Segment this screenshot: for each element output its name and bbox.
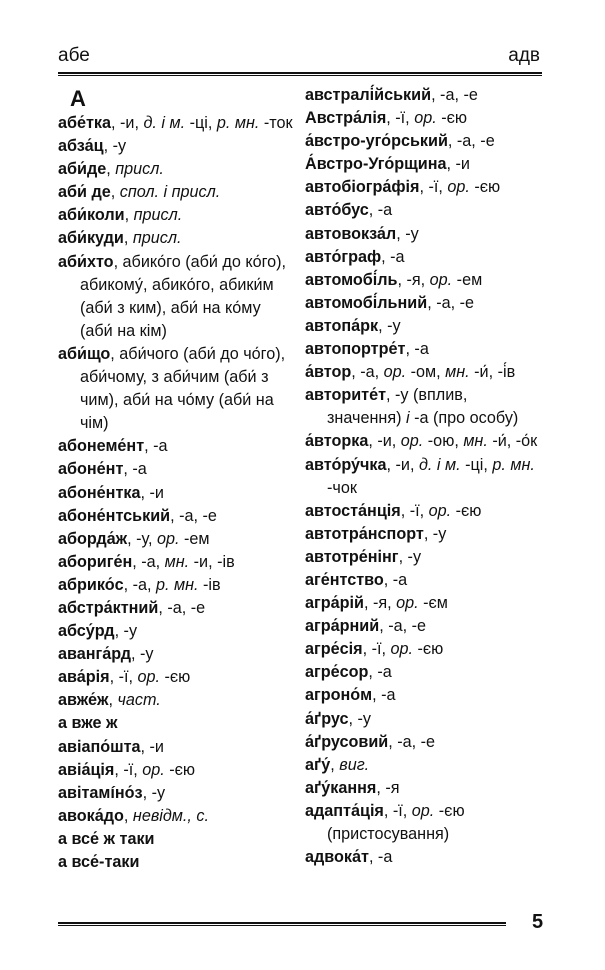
right-column [305,84,545,869]
headword: а́ґрус [305,709,349,728]
entry-text: -єю [469,178,501,197]
grammar-note: р. мн. [156,575,199,594]
dictionary-entry [305,292,545,315]
dictionary-entry [58,736,294,759]
entry-text: , аби́чого (аби́ до чо́го), аби́чому, з аби́чим (аби́ з чим), аби́ на чо́му (аби́ на чім) [80,344,286,433]
dictionary-entry [58,620,294,643]
dictionary-entry [58,643,294,666]
dictionary-entry [58,181,294,204]
headword: А́встро-Уго́рщина [305,155,447,174]
entry-text: , [330,755,340,774]
entry-text: , -а, -е [447,132,495,151]
dictionary-entry [305,269,545,292]
entry-text: -ом, [406,363,446,382]
dictionary-entry [305,384,545,430]
entry-text: , -а [123,460,147,479]
entry-text: , -ї, [400,501,429,520]
headword: аґу́кання [305,778,377,797]
entry-text: -єю [159,668,191,687]
dictionary-entry [305,454,545,500]
entry-text: -єм [418,594,448,613]
entry-text: , [110,183,120,202]
headword: аби́хто [58,252,114,271]
headword: аби́де [58,160,107,179]
entry-text: , -а, [132,552,165,571]
headword: автомобі́льний [305,293,428,312]
entry-text: , -у [348,709,371,728]
headword: абоне́нтський [58,506,171,525]
headword: авто́ру́чка [305,455,387,474]
grammar-note: невідм., с. [132,806,209,825]
dictionary-entry [58,805,294,828]
dictionary-entry [305,708,545,731]
dictionary-entry [58,782,294,805]
entry-text: , -у [396,224,419,243]
dictionary-entry [305,777,545,800]
headword: аби́куди [58,229,124,248]
headword: аби́ де [58,183,111,202]
grammar-note: присл. [133,206,183,225]
entry-text: , [108,691,118,710]
dictionary-entry [305,223,545,246]
page-number: 5 [532,911,544,933]
entry-text: , -у [142,783,166,802]
entry-text: -ці, [460,455,493,474]
headword: авіа́ція [58,760,115,779]
dictionary-entry [305,546,545,569]
headword: автомобі́ль [305,270,398,289]
entry-text: , -у (вплив, значення) [327,386,468,428]
headword: авто́бус [305,201,369,220]
grammar-note: присл. [115,160,164,179]
headword: абонеме́нт [58,437,145,456]
headword: Австра́лія [305,109,387,128]
entry-text: , -я [376,778,400,797]
grammar-note: ор. [396,594,419,613]
headword: абрико́с [58,575,124,594]
headword: абза́ц [58,137,104,156]
footer-rule [58,922,506,924]
headword: автоста́нція [305,501,401,520]
headword: абстра́ктний [58,598,159,617]
dictionary-entry [305,569,545,592]
headword: агроно́м [305,686,373,705]
header-rule-thin [58,75,542,76]
headword: агра́рій [305,594,364,613]
entry-text: , -у [131,645,154,664]
headword: а все́-таки [58,853,140,871]
header-rule [58,72,542,74]
dictionary-entry [58,851,294,874]
headword: а вже ж [58,714,118,733]
grammar-note: ор. [383,363,407,382]
entry-text: , -и [446,155,470,174]
headword: ава́рія [58,668,110,687]
headword: аванга́рд [58,645,132,664]
entry-text: -єю [436,109,467,128]
headword: автотре́нінг [305,547,399,566]
grammar-note: р. мн. [492,455,535,474]
dictionary-entry [305,338,545,361]
dictionary-entry [58,551,294,574]
entry-text: , [124,206,134,225]
entry-text: -ці, [185,114,217,132]
dictionary-entry [58,482,294,505]
dictionary-entry [58,597,294,620]
grammar-note: виг. [339,755,370,774]
entry-text: , [123,806,133,825]
headword: адапта́ція [305,801,384,820]
entry-text: -ток [259,114,293,132]
dictionary-entry [305,592,545,615]
dictionary-entry [58,689,294,712]
entry-text: , -а [372,686,396,705]
entry-text: , -а, -е [379,617,426,636]
entry-text: , -а, [351,363,384,382]
dictionary-entry [58,528,294,551]
grammar-note: д. і м. [143,114,186,132]
grammar-note: ор. [414,109,437,128]
entry-text: , абико́го (аби́ до ко́го), абикому́, абико́го, абики́м (аби́ з ким), аби́ на ко́му (аби́ на кім) [80,252,287,340]
grammar-note: д. і м. [418,455,461,474]
dictionary-entry [58,112,294,135]
headword: абориге́н [58,552,133,571]
grammar-note: мн. [463,432,488,451]
headword: аґу́ [305,755,331,774]
entry-text: , -а [368,663,392,682]
headword: автопа́рк [305,316,379,335]
entry-text: -ою, [423,432,464,451]
entry-text: -ів [198,575,221,594]
entry-text: -и, -ів [189,552,235,571]
headword: а́втор [305,363,352,382]
headword: автотра́нспорт [305,524,424,543]
dictionary-entry [58,666,294,689]
grammar-note: спол. і присл. [119,183,221,202]
headword: а все́ ж таки [58,829,155,848]
entry-text: , -я, [397,270,430,289]
dictionary-entry [305,315,545,338]
entry-text: , -ї, [114,760,143,779]
dictionary-entry [58,458,294,481]
entry-text: -єю [413,640,444,659]
dictionary-entry [58,251,294,343]
entry-text: , -а, -е [158,598,206,617]
dictionary-entry [305,731,545,754]
dictionary-entry [305,361,545,384]
entry-text: , -ї, [362,640,391,659]
headword: а́встро-уго́рський [305,132,448,151]
entry-text: -ем [452,270,483,289]
entry-text: , -а [144,437,168,456]
right-entries [305,84,545,869]
grammar-note: ор. [157,529,180,548]
entry-text: , -и [140,737,164,756]
dictionary-entry [58,343,294,435]
headword: абоне́нтка [58,483,141,502]
dictionary-entry [305,84,545,107]
dictionary-entry [305,246,545,269]
grammar-note: присл. [132,229,182,248]
dictionary-entry [305,523,545,546]
entry-text: , -а [405,340,429,359]
grammar-note: част. [117,691,161,710]
header-first-word: абе [58,45,90,66]
headword: адвока́т [305,848,369,867]
entry-text: , -у [103,137,127,156]
grammar-note: ор. [428,501,452,520]
entry-text: , -и [140,483,164,502]
entry-text: , -а, -е [427,293,474,312]
dictionary-entry [305,130,545,153]
headword: аби́що [58,344,111,363]
section-letter: А [70,86,86,111]
headword: а́вторка [305,432,369,451]
entry-text: , -и, [386,455,419,474]
grammar-note: ор. [390,640,413,659]
headword: авто́граф [305,247,382,266]
entry-text: -єю (пристосування) [327,801,465,843]
grammar-note: і [405,409,410,428]
entry-text: , -а [368,201,393,220]
entry-text: -а (про особу) [409,409,519,428]
headword: авітамíно́з [58,783,143,802]
dictionary-entry [58,227,294,250]
entry-text: , -и, [368,432,401,451]
headword: аби́коли [58,206,125,225]
headword: авока́до [58,806,124,825]
headword: абоне́нт [58,460,124,479]
headword: авже́ж [58,691,109,710]
grammar-note: ор. [429,270,453,289]
entry-text: , -а [381,247,405,266]
dictionary-entry [305,107,545,130]
left-column [58,84,294,874]
dictionary-entry [58,759,294,782]
headword: а́ґрусовий [305,732,389,751]
dictionary-entry [58,158,294,181]
grammar-note: р. мн. [216,114,260,132]
header-last-word: адв [508,45,540,66]
entry-text: , -и, [111,114,144,132]
dictionary-entry [58,505,294,528]
grammar-note: ор. [142,760,165,779]
headword: агре́сія [305,640,363,659]
entry-text: , -я, [363,594,397,613]
headword: агра́рний [305,617,380,636]
dictionary-entry [58,712,294,735]
dictionary-entry [305,199,545,222]
dictionary-entry [305,661,545,684]
grammar-note: мн. [164,552,190,571]
grammar-note: ор. [447,178,470,197]
dictionary-entry [305,615,545,638]
dictionary-entry [58,204,294,227]
entry-text: , -у, [127,529,157,548]
entry-text: -ем [179,529,210,548]
dictionary-entry [305,153,545,176]
grammar-note: мн. [445,363,470,382]
entry-text: , -ї, [386,109,415,128]
headword: австралі́йський [305,86,432,104]
headword: аге́нтство [305,570,384,589]
entry-text: , -а [368,848,393,867]
entry-text: , -ї, [109,668,138,687]
entry-text: -чок [327,478,357,497]
dictionary-entry [305,638,545,661]
dictionary-entry [305,754,545,777]
headword: авіапо́шта [58,737,141,756]
headword: абсу́рд [58,622,115,641]
entry-text: , -ї, [383,801,412,820]
entry-text: , -а, -е [388,732,436,751]
footer-rule-thin [58,925,506,926]
entry-text: , -у [114,622,138,641]
entry-text: , -у [378,316,401,335]
entry-text: , [123,229,133,248]
dictionary-entry [305,800,545,846]
headword: агре́сор [305,663,369,682]
entry-text: , -а [383,570,408,589]
dictionary-entry [58,435,294,458]
headword: автовокза́л [305,224,397,243]
dictionary-entry [305,430,545,453]
entry-text: , -у [423,524,447,543]
headword: автобіогра́фія [305,178,420,197]
dictionary-entry [58,135,294,158]
headword: авторите́т [305,386,387,405]
dictionary-entry [305,176,545,199]
dictionary-entry [58,574,294,597]
entry-text: , -у [398,547,422,566]
entry-text: -єю [451,501,482,520]
headword: абе́тка [58,114,112,132]
entry-text: -и́, -і́в [469,363,516,382]
dictionary-entry [305,846,545,869]
entry-text: , -а, -е [170,506,217,525]
entry-text: -єю [164,760,196,779]
entry-text: , -ї, [419,178,448,197]
entry-text: -и́, -о́к [487,432,538,451]
grammar-note: ор. [411,801,435,820]
entry-text: , [106,160,116,179]
headword: автопортре́т [305,340,406,359]
grammar-note: ор. [400,432,424,451]
dictionary-entry [58,828,294,851]
left-entries [58,112,294,874]
headword: аборда́ж [58,529,128,548]
dictionary-entry [305,684,545,707]
dictionary-entry [305,500,545,523]
entry-text: , -а, -е [431,86,478,104]
entry-text: , -а, [123,575,157,594]
grammar-note: ор. [137,668,160,687]
